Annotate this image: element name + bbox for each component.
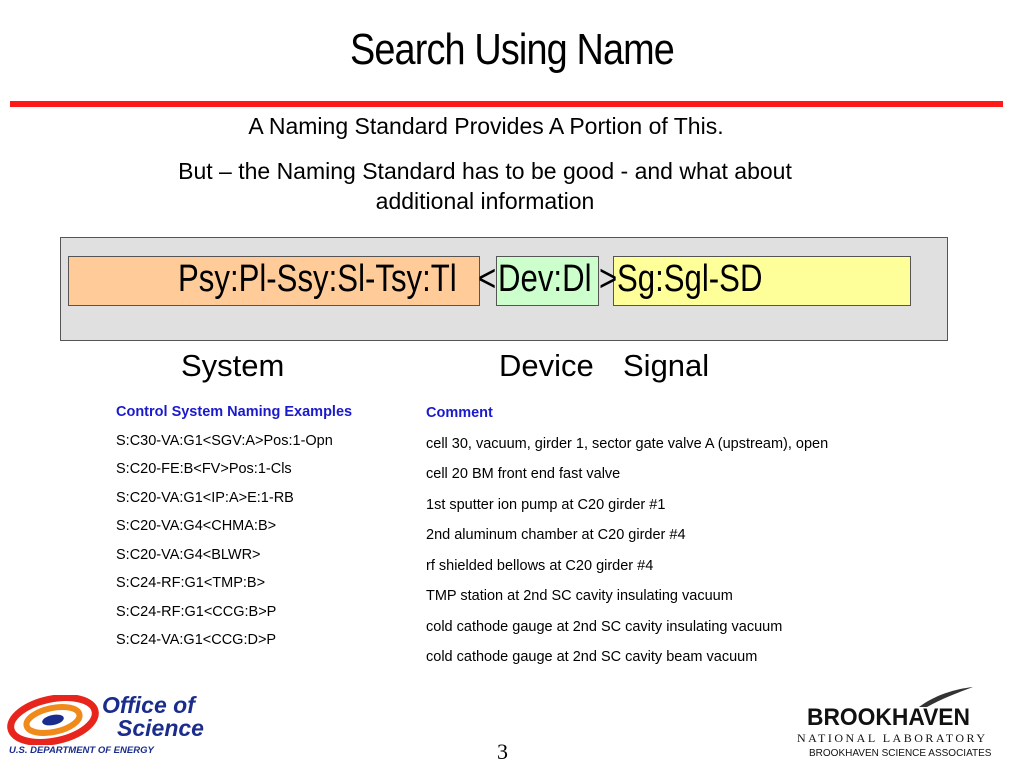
doe-science-text: Science	[117, 715, 204, 741]
title-divider	[10, 101, 1003, 107]
signal-segment-text: Sg:Sgl-SD	[617, 258, 763, 300]
example-name: S:C20-VA:G1<IP:A>E:1-RB	[116, 489, 294, 506]
slide-title: Search Using Name	[349, 25, 674, 74]
doe-emblem-icon	[7, 695, 99, 745]
system-segment-text: Psy:Pl-Ssy:Sl-Tsy:Tl	[178, 258, 457, 300]
device-segment-text: Dev:Dl	[498, 258, 592, 300]
subtitle-line-1: A Naming Standard Provides A Portion of This.	[248, 113, 724, 139]
example-comment: TMP station at 2nd SC cavity insulating vacuum	[426, 588, 733, 604]
example-comment: cell 20 BM front end fast valve	[426, 466, 621, 482]
doe-department-text: U.S. DEPARTMENT OF ENERGY	[9, 745, 154, 756]
bnl-associates-text: BROOKHAVEN SCIENCE ASSOCIATES	[809, 748, 992, 759]
device-close-bracket: >	[599, 258, 618, 300]
examples-comment-column	[426, 401, 946, 676]
brookhaven-logo	[795, 685, 1015, 765]
example-comment: cell 30, vacuum, girder 1, sector gate valve A (upstream), open	[426, 435, 829, 452]
example-comment: cold cathode gauge at 2nd SC cavity insulating vacuum	[426, 618, 783, 635]
example-name: S:C20-VA:G4<BLWR>	[116, 546, 261, 563]
example-comment: rf shielded bellows at C20 girder #4	[426, 557, 654, 574]
example-name: S:C24-RF:G1<CCG:B>P	[116, 603, 277, 620]
examples-comment-header: Comment	[426, 405, 493, 421]
page-number: 3	[497, 739, 508, 764]
signal-label: Signal	[623, 348, 710, 383]
example-comment: 2nd aluminum chamber at C20 girder #4	[426, 527, 686, 543]
example-name: S:C24-RF:G1<TMP:B>	[116, 575, 266, 591]
device-open-bracket: <	[478, 258, 497, 300]
doe-office-text: Office of	[102, 692, 195, 718]
bnl-name-text: BROOKHAVEN	[807, 704, 970, 731]
bnl-lab-text: NATIONAL LABORATORY	[797, 731, 988, 745]
doe-office-of-science-logo	[7, 693, 222, 763]
system-label: System	[181, 348, 285, 383]
examples-name-header: Control System Naming Examples	[116, 404, 353, 420]
subtitle-line-2: But – the Naming Standard has to be good - and what about additional information	[178, 158, 792, 214]
examples-name-column	[116, 401, 416, 658]
example-name: S:C20-FE:B<FV>Pos:1-Cls	[116, 461, 292, 477]
device-label: Device	[499, 348, 594, 383]
example-comment: 1st sputter ion pump at C20 girder #1	[426, 496, 666, 513]
example-name: S:C24-VA:G1<CCG:D>P	[116, 632, 277, 648]
example-name: S:C20-VA:G4<CHMA:B>	[116, 518, 277, 534]
example-name: S:C30-VA:G1<SGV:A>Pos:1-Opn	[116, 432, 333, 449]
example-comment: cold cathode gauge at 2nd SC cavity beam vacuum	[426, 649, 758, 665]
